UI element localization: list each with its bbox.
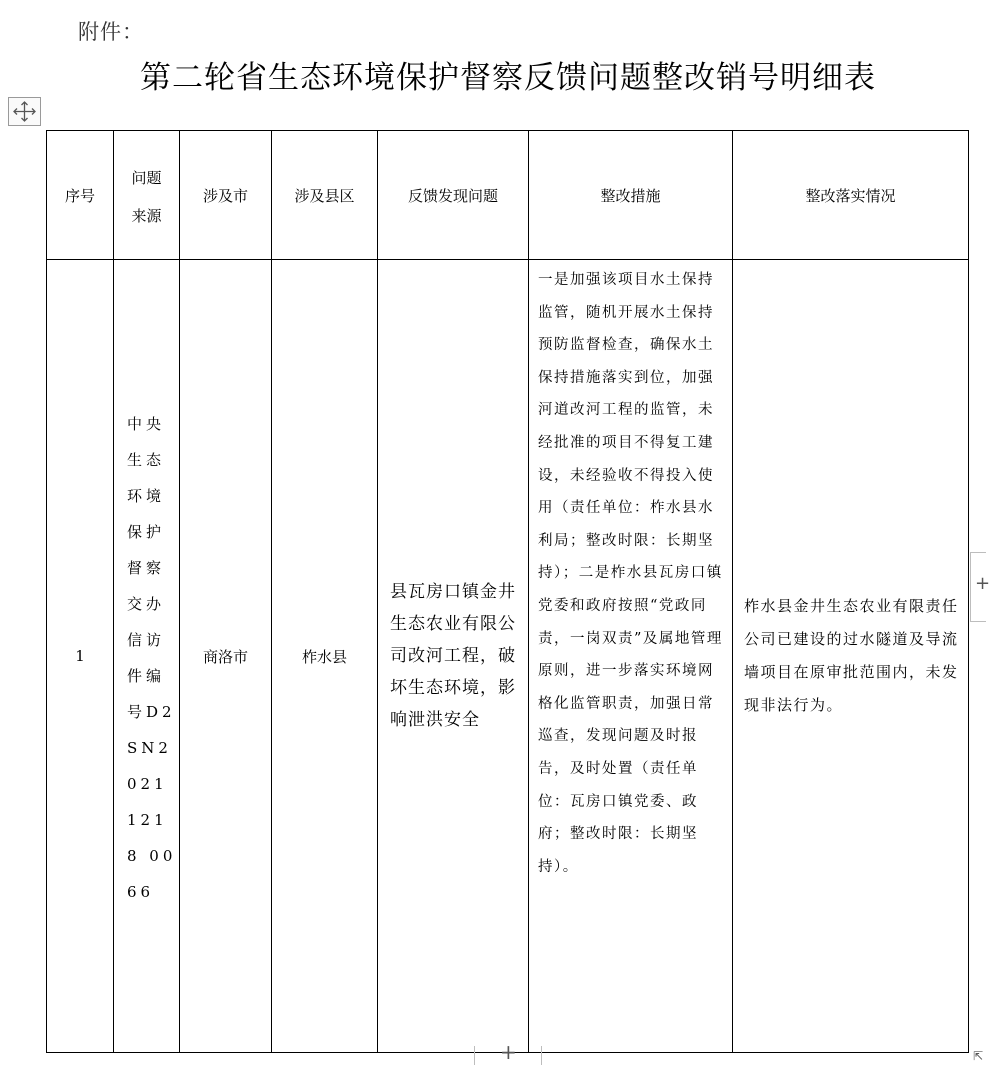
header-index: 序号	[47, 131, 114, 260]
header-city: 涉及市	[180, 131, 272, 260]
header-source	[114, 131, 180, 260]
row-result: 柞水县金井生态农业有限责任公司已建设的过水隧道及导流墙项目在原审批范围内，未发现非法行为。	[733, 260, 969, 1053]
table-row	[47, 260, 969, 1053]
header-issue: 反馈发现问题	[378, 131, 529, 260]
rectification-table	[46, 130, 969, 1053]
header-source-line2: 来源	[131, 207, 162, 225]
plus-icon: +	[500, 1040, 517, 1064]
add-column-button[interactable]	[474, 1040, 542, 1065]
plus-icon: +	[975, 573, 990, 594]
header-source-line1: 问题	[131, 169, 162, 187]
row-county: 柞水县	[272, 260, 378, 1053]
four-way-arrow-icon	[9, 98, 40, 125]
header-county: 涉及县区	[272, 131, 378, 260]
resize-arrow-icon: ⇱	[973, 1049, 984, 1063]
annex-label: 附件：	[78, 20, 144, 44]
row-city: 商洛市	[180, 260, 272, 1053]
row-measures: 一是加强该项目水土保持监管，随机开展水土保持预防监督检查，确保水土保持措施落实到位，加强河道改河工程的监管，未经批准的项目不得复工建设，未经验收不得投入使用（责任单位：柞水县水利局；整改时限：长期坚持）；二是柞水县瓦房口镇党委和政府按照“党政同责，一岗双责”及属地管理原则，进一步落实环境网格化监管职责，加强日常巡查，发现问题及时报告，及时处置（责任单位：瓦房口镇党委、政府；整改时限：长期坚持）。	[529, 260, 733, 1053]
row-index: 1	[47, 260, 114, 1053]
document-title: 第二轮省生态环境保护督察反馈问题整改销号明细表	[140, 60, 876, 96]
table-header-row	[47, 131, 969, 260]
header-measures: 整改措施	[529, 131, 733, 260]
table-resize-handle[interactable]	[973, 1049, 983, 1061]
row-issue: 县瓦房口镇金井生态农业有限公司改河工程，破坏生态环境，影响泄洪安全	[378, 260, 529, 1053]
add-row-button[interactable]	[970, 552, 990, 622]
header-result: 整改落实情况	[733, 131, 969, 260]
table-move-handle[interactable]	[8, 97, 41, 126]
row-source: 中央生态环境保护督察交办信访件编号D2SN20211218 0066	[114, 260, 180, 1053]
